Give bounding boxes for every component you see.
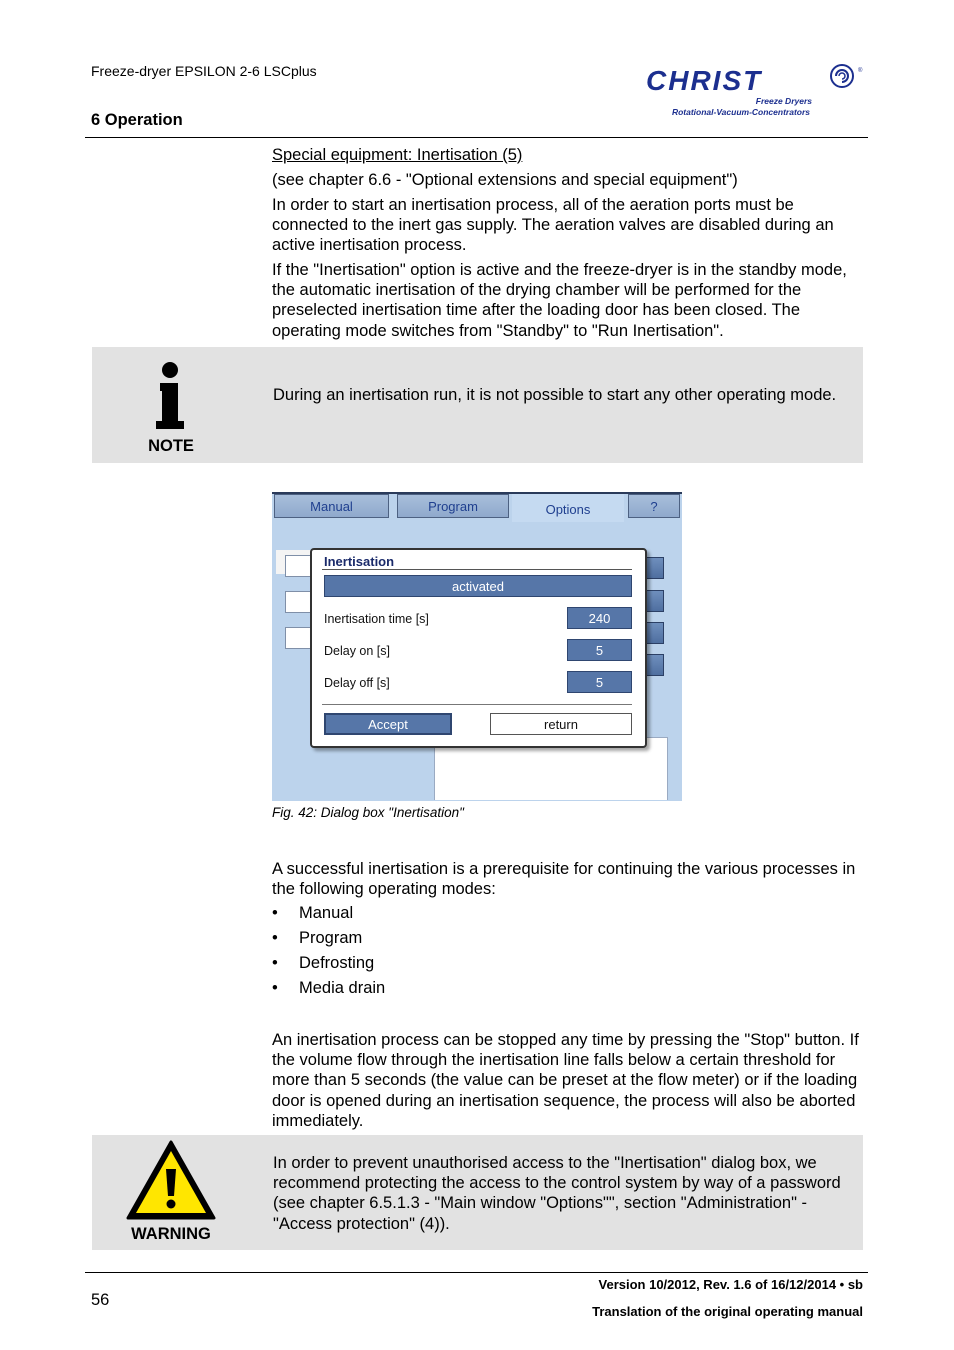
note-label: NOTE xyxy=(148,437,194,455)
subsection-heading: Special equipment: Inertisation (5) xyxy=(272,146,523,164)
delay-on-label: Delay on [s] xyxy=(324,644,391,658)
version-info: Version 10/2012, Rev. 1.6 of 16/12/2014 • sb xyxy=(598,1277,863,1292)
return-button[interactable]: return xyxy=(490,713,632,735)
info-icon xyxy=(149,359,191,429)
paragraph-2: If the "Inertisation" option is active and the freeze-dryer is in the standby mode, the automatic inertisation of the drying chamber will be performed for the preselected inertisation time after the loading door has been closed. The operating mode switches from "Standby" to "Run Inertisation". xyxy=(272,261,847,340)
tab-program[interactable]: Program xyxy=(397,494,509,518)
dialog-divider xyxy=(322,569,632,570)
tab-options[interactable]: Options xyxy=(512,494,624,524)
background-button xyxy=(644,590,664,612)
bullet-symbol: • xyxy=(272,929,278,947)
translation-note: Translation of the original operating manual xyxy=(592,1304,863,1319)
figure-caption: Fig. 42: Dialog box "Inertisation" xyxy=(272,805,464,820)
list-item: Program xyxy=(299,929,363,947)
list-item: Defrosting xyxy=(299,954,375,972)
inertisation-time-field[interactable]: 240 xyxy=(567,607,632,629)
logo-tagline-1: Freeze Dryers xyxy=(755,96,812,106)
footer-rule xyxy=(85,1272,868,1273)
section-title: 6 Operation xyxy=(91,111,183,129)
paragraph-1: In order to start an inertisation process, all of the aeration ports must be connected to the inert gas supply. The aeration valves are disabled during an active inertisation process. xyxy=(272,196,834,255)
note-text: During an inertisation run, it is not possible to start any other operating mode. xyxy=(273,386,837,404)
warning-box xyxy=(92,1135,863,1250)
accept-button[interactable]: Accept xyxy=(324,713,452,735)
logo-brand: CHRIST xyxy=(646,65,763,96)
paragraph-3: A successful inertisation is a prerequisite for continuing the various processes in the following operating modes: xyxy=(272,860,856,899)
tab-help[interactable]: ? xyxy=(628,494,680,518)
note-box xyxy=(92,347,863,463)
delay-off-label: Delay off [s] xyxy=(324,676,390,690)
logo-tagline-2: Rotational-Vacuum-Concentrators xyxy=(671,107,810,117)
bullet-symbol: • xyxy=(272,904,278,922)
header-rule xyxy=(85,137,868,138)
background-button xyxy=(644,654,664,676)
dialog-title: Inertisation xyxy=(324,554,395,569)
delay-off-field[interactable]: 5 xyxy=(567,671,632,693)
inertisation-dialog xyxy=(310,548,647,748)
dialog-divider xyxy=(322,704,632,705)
warning-triangle-icon xyxy=(125,1139,217,1221)
background-button xyxy=(644,622,664,644)
product-name: Freeze-dryer EPSILON 2-6 LSCplus xyxy=(91,63,317,79)
warning-label: WARNING xyxy=(131,1225,211,1243)
warning-text: In order to prevent unauthorised access to the "Inertisation" dialog box, we recommend protecting the access to the control system by way of a password (see chapter 6.5.1.3 - "Main window "Options"", section "Administration" - "Access protection" (4)). xyxy=(273,1154,841,1233)
paragraph-4: An inertisation process can be stopped any time by pressing the "Stop" button. If the volume flow through the inertisation line falls below a certain threshold for more than 5 seconds (the value can be preset at the flow meter) or if the loading door is opened during an inertisation sequence, the process will also be aborted immediately. xyxy=(272,1031,859,1130)
svg-text:®: ® xyxy=(858,68,863,74)
bullet-symbol: • xyxy=(272,979,278,997)
inertisation-screenshot xyxy=(272,492,682,801)
christ-logo xyxy=(640,62,866,120)
background-button xyxy=(644,557,664,579)
tab-manual[interactable]: Manual xyxy=(274,494,389,518)
list-item: Media drain xyxy=(299,979,386,997)
options-panel xyxy=(276,522,678,799)
list-item: Manual xyxy=(299,904,354,922)
inertisation-time-label: Inertisation time [s] xyxy=(324,612,429,626)
chapter-reference: (see chapter 6.6 - "Optional extensions and special equipment") xyxy=(272,171,738,189)
page-number: 56 xyxy=(91,1291,110,1309)
bullet-symbol: • xyxy=(272,954,278,972)
inertisation-status-button[interactable]: activated xyxy=(324,575,632,597)
delay-on-field[interactable]: 5 xyxy=(567,639,632,661)
